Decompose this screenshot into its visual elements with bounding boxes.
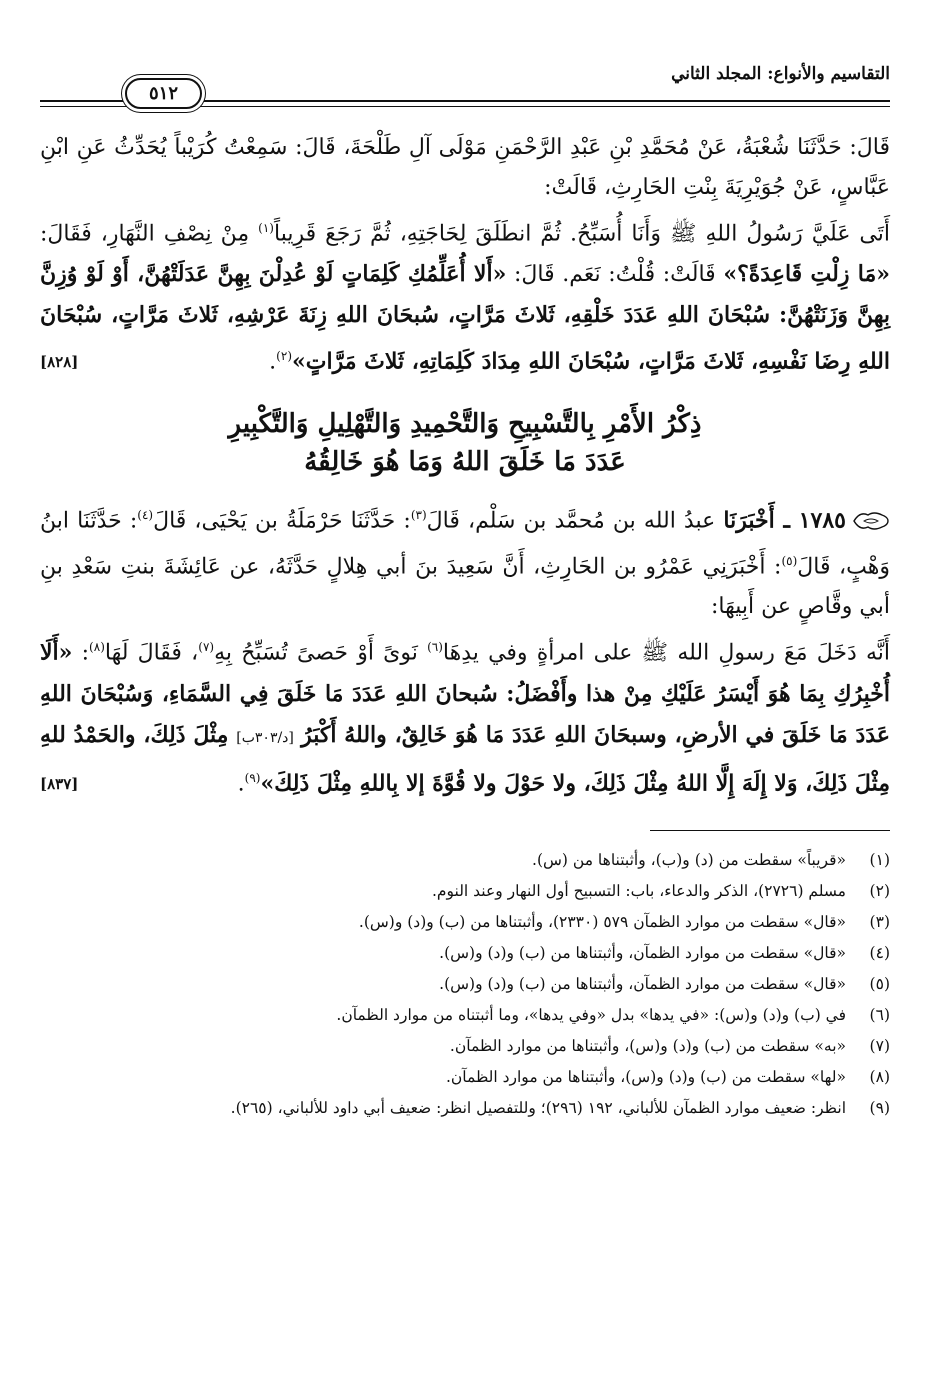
quote-bold: «أَلَا أُخْبِرُكِ بِمَا هُوَ أَيْسَرُ عَلَيْكِ مِنْ هذا وأَفْضَلُ: سُبحانَ اللهِ عَدَدَ مَا خَلَقَ فِي السَّمَاءِ، وَسُبْحَانَ اللهِ عَدَدَ مَا خَلَقَ في الأرضِ، وسبحَانَ اللهِ عَدَدَ مَا هُوَ خَالِقٌ، واللهُ أَكْبَرُ <box>40 639 890 748</box>
footnote-number: (٧) <box>869 1036 890 1055</box>
footnote-item <box>40 876 890 907</box>
footnote-number: (١) <box>869 850 890 869</box>
footnote-ref[interactable]: (٥) <box>781 553 798 568</box>
footnote-number: (٤) <box>869 943 890 962</box>
text-span: ، فَقَالَ لَهَا <box>104 640 199 666</box>
hadith-reference: [٨٢٨] <box>40 353 79 372</box>
paragraph-text: قَالَ: حَدَّثَنَا شُعْبَةُ، عَنْ مُحَمَّدِ بْنِ عَبْدِ الرَّحْمَنِ مَوْلَى آلِ طَلْحَةَ، قَالَ: سَمِعْتُ كُرَيْباً يُحَدِّثُ عَنِ ابْنِ عَبَّاسٍ، عَنْ جُوَيْرِيَةَ بِنْتِ الحَارِثِ، قَالَتْ: <box>40 135 890 200</box>
footnote-text: «به» سقطت من (ب) و(د) و(س)، وأثبتناها من موارد الظمآن. <box>449 1036 846 1055</box>
footnote-text: «قال» سقطت من موارد الظمآن، وأثبتناها من (ب) و(د) و(س). <box>439 974 846 993</box>
footnote-text: «لها» سقطت من (ب) و(د) و(س)، وأثبتناها من موارد الظمآن. <box>445 1067 846 1086</box>
hadith-number: ١٧٨٥ ـ أَخْبَرَنَا <box>723 506 846 533</box>
text-span: : أَخْبَرَنِي عَمْرُو بن الحَارِثِ، أَنَّ سَعِيدَ بنَ أبي هِلالٍ حَدَّثَهُ، عن عَائِشَةَ بنتِ سَعْدِ بنِ أبي وقَّاصٍ عن أَبِيهَا: <box>40 554 890 620</box>
text-span: أَتَى عَلَيَّ رَسُولُ اللهِ ﷺ وَأَنَا أُسَبِّحُ. ثُمَّ انطَلَقَ لِحَاجَتِهِ، ثُمَّ رَجَعَ قَرِيباً <box>273 221 890 247</box>
footnote-number: (٦) <box>869 1005 890 1024</box>
paragraph-hadith-1785 <box>40 495 890 628</box>
footnote-text: انظر: ضعيف موارد الظمآن للألباني، ١٩٢ (٢٩٦)؛ وللتفصيل انظر: ضعيف أبي داود للألباني، (٢٦٥). <box>230 1098 846 1117</box>
heading-line-1: ذِكْرُ الأَمْرِ بِالتَّسْبِيحِ وَالتَّحْمِيدِ وَالتَّهْلِيلِ وَالتَّكْبِيرِ <box>228 408 702 439</box>
footnote-number: (٨) <box>869 1067 890 1086</box>
footnote-ref[interactable]: (٤) <box>137 507 154 522</box>
text-span: أَنَّه دَخَلَ مَعَ رسولِ الله ﷺ على امرأةٍ وفي يدِهَا <box>442 640 891 666</box>
paragraph-isnad <box>40 128 890 208</box>
footnote-ref[interactable]: (٦) <box>427 640 443 655</box>
quote-bold: «مَا زِلْتِ قَاعِدَةً؟» <box>723 261 890 288</box>
footnote-text: «قال» سقطت من موارد الظمآن، وأثبتناها من (ب) و(د) و(س). <box>439 943 846 962</box>
footnote-item <box>40 907 890 938</box>
text-span: : حَدَّثَنَا ابنُ وَهْبٍ، قَالَ <box>40 507 890 580</box>
footnote-ref[interactable]: (١) <box>258 221 274 235</box>
footnote-text: في (ب) و(د) و(س): «في يدها» بدل «وفي يدها»، وما أثبتناه من موارد الظمآن. <box>336 1005 846 1024</box>
footnote-item <box>40 1000 890 1031</box>
running-title: التقاسيم والأنواع: المجلد الثاني <box>671 64 890 84</box>
footnote-ref[interactable]: (٨) <box>89 640 105 655</box>
footnote-item <box>40 1031 890 1062</box>
quote-bold: مِثْلَ ذَلِكَ، والحَمْدُ للهِ مِثْلَ ذَلِكَ، وَلا إِلَهَ إِلَّا اللهُ مِثْلَ ذَلِكَ، ولا حَوْلَ ولا قُوَّةَ إلا بِاللهِ مِثْلَ ذَلِكَ» <box>40 721 890 796</box>
footnote-item <box>40 1093 890 1124</box>
footnote-ref[interactable]: (٢) <box>276 349 292 364</box>
footnote-item <box>40 845 890 876</box>
paragraph-hadith-828 <box>40 208 890 383</box>
hadith-reference: [٨٣٧] <box>40 774 79 793</box>
hadith-marker-icon <box>852 509 890 533</box>
footnote-text: «قريباً» سقطت من (د) و(ب)، وأثبتناها من (س). <box>532 850 846 869</box>
text-span: نَوىً أَوْ حَصىً تُسَبِّحُ بِهِ <box>214 640 428 666</box>
quote-bold: «أَلا أُعَلِّمُكِ كَلِمَاتٍ لَوْ عُدِلْنَ بِهِنَّ عَدَلَتْهُنَّ، أَوْ لَوْ وُزِنَّ بِهِنَّ وَزَنَتْهُنَّ: سُبْحَانَ اللهِ عَدَدَ خَلْقِهِ، ثَلاثَ مَرَّاتٍ، سُبحَانَ اللهِ زِنَةَ عَرْشِهِ، ثَلاثَ مَرَّاتٍ، سُبْحَانَ اللهِ رِضَا نَفْسِهِ، ثَلاثَ مَرَّاتٍ، سُبْحَانَ اللهِ مِدَادَ كَلِمَاتِهِ، ثَلاثَ مَرَّاتٍ» <box>40 261 890 375</box>
footnote-item <box>40 938 890 969</box>
footnote-text: مسلم (٢٧٢٦)، الذكر والدعاء، باب: التسبيح أول النهار وعند النوم. <box>432 881 846 900</box>
footnotes <box>40 845 890 1124</box>
page-number: ٥١٢ <box>125 78 202 109</box>
footnote-separator <box>650 830 890 831</box>
footnote-item <box>40 1062 890 1093</box>
page-header <box>40 60 890 116</box>
footnote-ref[interactable]: (٣) <box>410 507 427 522</box>
footnote-text: «قال» سقطت من موارد الظمآن ٥٧٩ (٢٣٣٠)، وأثبتناها من (ب) و(د) و(س). <box>358 912 846 931</box>
text-span: . <box>269 349 277 375</box>
footnote-number: (٩) <box>869 1098 890 1117</box>
text-span: . <box>237 770 245 796</box>
footnote-number: (٣) <box>869 912 890 931</box>
text-span: قَالَتْ: قُلْتُ: نَعَم. قَالَ: <box>506 262 724 288</box>
text-span: عبدُ الله بن مُحمَّد بن سَلْم، قَالَ <box>426 507 724 533</box>
footnote-ref[interactable]: (٧) <box>198 640 215 655</box>
heading-line-2: عَدَدَ مَا خَلَقَ اللهُ وَمَا هُوَ خَالِقُهُ <box>304 446 626 477</box>
text-span: مِنْ نِصْفِ النَّهَارِ، فَقَالَ: <box>40 221 259 247</box>
footnote-number: (٢) <box>869 881 890 900</box>
text-span: : حَدَّثَنَا حَرْمَلَةُ بن يَحْيَى، قَالَ <box>153 507 411 533</box>
footnote-item <box>40 969 890 1000</box>
section-heading <box>40 405 890 481</box>
book-page <box>40 60 890 1350</box>
paragraph-hadith-837 <box>40 627 890 804</box>
footnote-ref[interactable]: (٩) <box>244 770 261 785</box>
text-span: : <box>72 640 90 666</box>
footnote-number: (٥) <box>869 974 890 993</box>
manuscript-page-ref: [د/٣٠٣ب] <box>236 729 294 746</box>
